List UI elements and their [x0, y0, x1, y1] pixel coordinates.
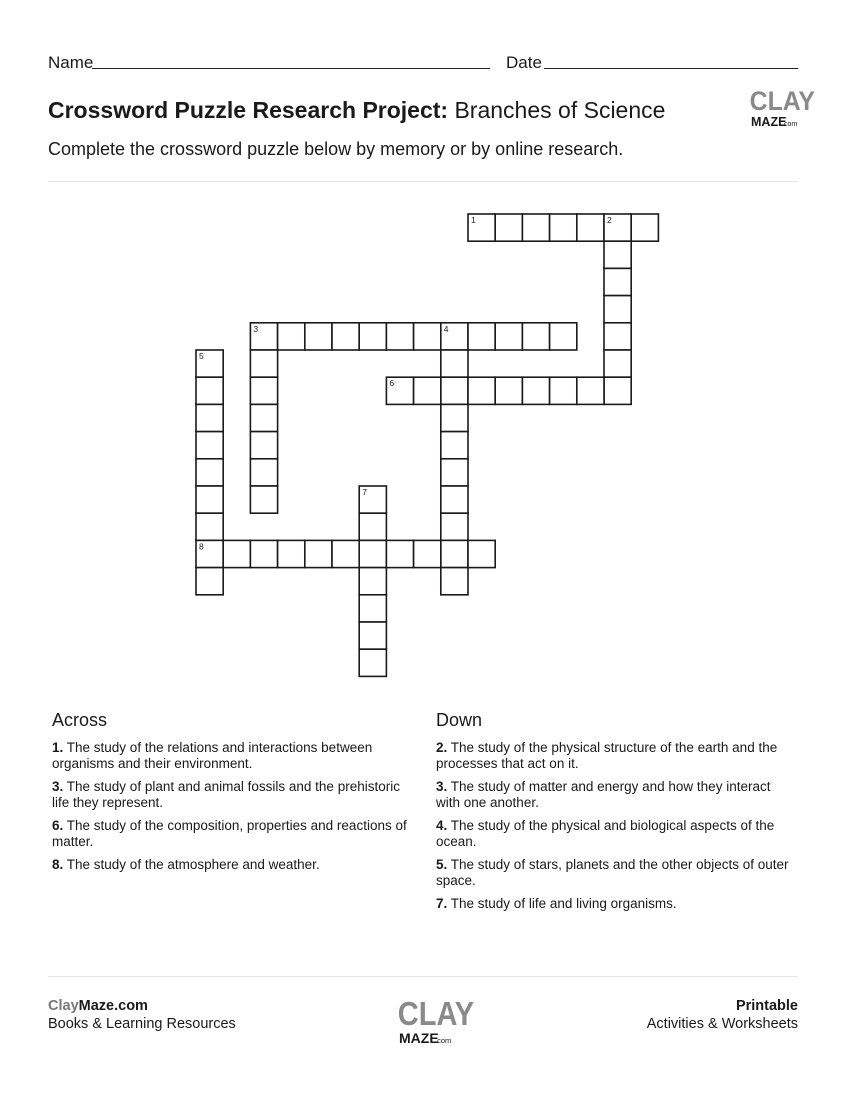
crossword-cell[interactable] — [359, 540, 386, 567]
instructions: Complete the crossword puzzle below by memory or by online research. — [48, 139, 624, 159]
crossword-cell[interactable] — [196, 459, 223, 486]
crossword-cell[interactable] — [250, 459, 277, 486]
clue-number: 7. — [436, 896, 448, 911]
cell-number: 3 — [253, 323, 259, 334]
crossword-cell[interactable] — [441, 486, 468, 513]
cell-number: 7 — [362, 487, 367, 497]
crossword-cell[interactable] — [414, 323, 441, 350]
crossword-cell[interactable] — [441, 404, 468, 431]
crossword-cell[interactable] — [495, 323, 522, 350]
crossword-cell[interactable] — [522, 214, 549, 241]
down-clue — [436, 818, 796, 850]
cell-number: 6 — [389, 378, 395, 389]
crossword-cell[interactable] — [468, 540, 495, 567]
footer-left-tagline: Books & Learning Resources — [48, 1016, 236, 1032]
crossword-cell[interactable] — [441, 459, 468, 486]
crossword-cell[interactable] — [278, 540, 305, 567]
crossword-cell[interactable] — [604, 377, 631, 404]
crossword-cell[interactable] — [196, 377, 223, 404]
down-clue — [436, 857, 796, 889]
crossword-cell[interactable] — [332, 323, 359, 350]
footer-logo-suffix-text: .com — [435, 1036, 452, 1045]
crossword-cell[interactable] — [604, 350, 631, 377]
clue-text: The study of life and living organisms. — [450, 896, 677, 911]
cell-number: 4 — [443, 323, 449, 334]
cell-number: 2 — [607, 215, 612, 225]
crossword-cell[interactable] — [550, 377, 577, 404]
crossword-cell[interactable] — [196, 432, 223, 459]
clue-number: 6. — [52, 818, 64, 833]
crossword-cell[interactable] — [305, 540, 332, 567]
crossword-cell[interactable] — [386, 540, 413, 567]
across-clue — [52, 779, 412, 811]
brand-maze: Maze.com — [78, 998, 148, 1014]
crossword-cell[interactable] — [414, 377, 441, 404]
crossword-cell[interactable] — [196, 568, 223, 595]
crossword-cell[interactable] — [441, 540, 468, 567]
footer-right-title: Printable — [735, 998, 798, 1014]
crossword-cell[interactable] — [386, 323, 413, 350]
clue-text: The study of plant and animal fossils and the prehistoric life they represent. — [52, 779, 400, 810]
clue-number: 8. — [52, 857, 64, 872]
name-label: Name — [48, 53, 94, 72]
crossword-cell[interactable] — [441, 568, 468, 595]
crossword-cell[interactable] — [359, 595, 386, 622]
down-clue-list — [436, 740, 796, 912]
crossword-cell[interactable] — [550, 323, 577, 350]
clue-number: 1. — [52, 740, 64, 755]
crossword-cell[interactable] — [278, 323, 305, 350]
crossword-cell[interactable] — [577, 377, 604, 404]
down-heading: Down — [436, 710, 483, 730]
down-clue — [436, 740, 796, 772]
crossword-cell[interactable] — [604, 296, 631, 323]
clue-number: 3. — [436, 779, 448, 794]
clue-text: The study of the relations and interactions between organisms and their environment. — [52, 740, 373, 771]
logo-top-text: CLAY — [749, 87, 816, 117]
across-clue-list — [52, 740, 412, 873]
down-clue — [436, 779, 796, 811]
clue-text: The study of the physical and biological aspects of the ocean. — [436, 818, 775, 849]
crossword-cell[interactable] — [441, 513, 468, 540]
clue-text: The study of the composition, properties and reactions of matter. — [52, 818, 407, 849]
across-section — [52, 710, 412, 880]
crossword-cell[interactable] — [522, 377, 549, 404]
clue-number: 2. — [436, 740, 448, 755]
crossword-cell[interactable] — [550, 214, 577, 241]
clue-number: 3. — [52, 779, 64, 794]
crossword-cell[interactable] — [441, 350, 468, 377]
footer-logo — [396, 992, 475, 1050]
footer-brand[interactable] — [48, 997, 236, 1015]
clue-number: 4. — [436, 818, 448, 833]
across-clue — [52, 818, 412, 850]
crossword-cell[interactable] — [332, 540, 359, 567]
crossword-cell[interactable] — [359, 649, 386, 676]
crossword-cell[interactable] — [495, 377, 522, 404]
crossword-cell[interactable] — [196, 404, 223, 431]
crossword-cell[interactable] — [577, 214, 604, 241]
clue-text: The study of the atmosphere and weather. — [66, 857, 320, 872]
date-label: Date — [506, 53, 542, 72]
footer-left — [48, 997, 236, 1033]
clue-text: The study of stars, planets and the other objects of outer space. — [436, 857, 789, 888]
crossword-cell[interactable] — [468, 323, 495, 350]
cell-number: 5 — [199, 351, 204, 361]
crossword-cell[interactable] — [441, 432, 468, 459]
crossword-cell[interactable] — [468, 377, 495, 404]
cell-number: 8 — [199, 541, 204, 552]
crossword-cell[interactable] — [250, 377, 277, 404]
crossword-cell[interactable] — [604, 241, 631, 268]
clue-text: The study of matter and energy and how they interact with one another. — [436, 779, 771, 810]
crossword-cell[interactable] — [631, 214, 658, 241]
logo-bottom-text: MAZE — [751, 115, 787, 129]
crossword-cell[interactable] — [250, 540, 277, 567]
crossword-cell[interactable] — [250, 432, 277, 459]
crossword-cell[interactable] — [250, 350, 277, 377]
footer-logo-top-text: CLAY — [397, 995, 475, 1033]
footer-logo-bottom-text: MAZE — [399, 1030, 439, 1046]
crossword-cell[interactable] — [359, 513, 386, 540]
down-clue — [436, 896, 796, 912]
crossword-cell[interactable] — [305, 323, 332, 350]
across-clue — [52, 740, 412, 772]
crossword-cell[interactable] — [196, 513, 223, 540]
title-bold: Crossword Puzzle Research Project: — [48, 97, 449, 123]
crossword-cell[interactable] — [359, 622, 386, 649]
clue-text: The study of the physical structure of the earth and the processes that act on it. — [436, 740, 778, 771]
footer-right — [647, 997, 798, 1033]
crossword-cell[interactable] — [250, 486, 277, 513]
crossword-cell[interactable] — [196, 486, 223, 513]
logo-suffix-text: .com — [782, 121, 798, 128]
crossword-cell[interactable] — [441, 377, 468, 404]
crossword-cell[interactable] — [223, 540, 250, 567]
crossword-cell[interactable] — [250, 404, 277, 431]
crossword-cell[interactable] — [604, 323, 631, 350]
footer-divider — [48, 976, 798, 977]
crossword-cell[interactable] — [359, 568, 386, 595]
brand-clay: Clay — [48, 998, 79, 1014]
across-heading: Across — [52, 710, 108, 730]
cell-number: 1 — [471, 215, 476, 225]
crossword-cell[interactable] — [414, 540, 441, 567]
crossword-cell[interactable] — [522, 323, 549, 350]
across-clue — [52, 857, 412, 873]
crossword-cell[interactable] — [359, 323, 386, 350]
crossword-cell[interactable] — [604, 268, 631, 295]
title-light: Branches of Science — [454, 97, 666, 123]
clue-number: 5. — [436, 857, 448, 872]
footer-right-tagline: Activities & Worksheets — [646, 1016, 798, 1032]
down-section — [436, 710, 796, 919]
crossword-cell[interactable] — [495, 214, 522, 241]
